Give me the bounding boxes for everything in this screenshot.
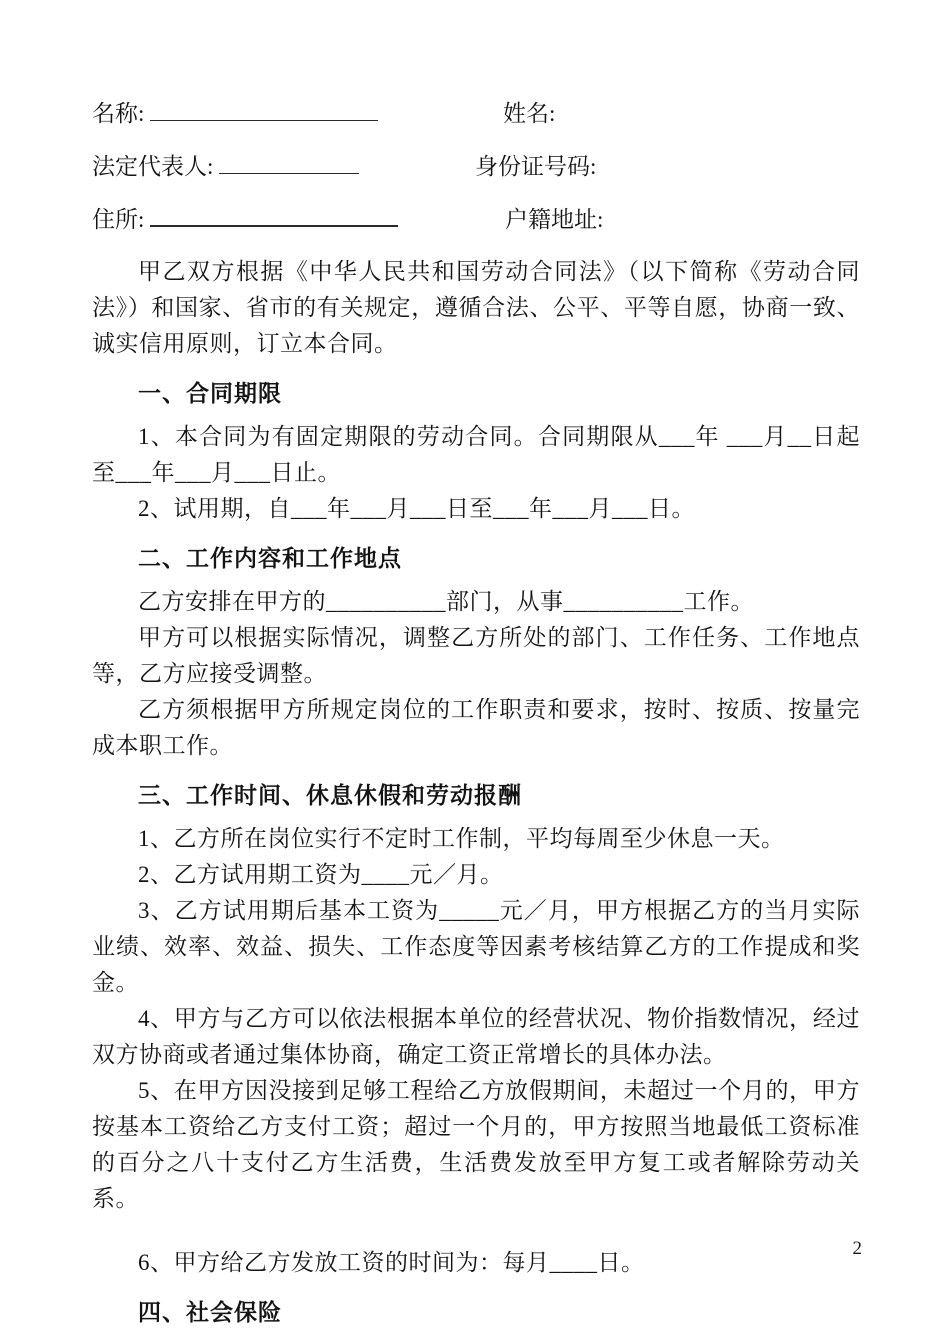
paragraph-contract-term-2: 2、试用期，自___年___月___日至___年___月___日。 <box>138 496 695 521</box>
company-name-label: 名称: <box>92 101 145 126</box>
employee-name-label: 姓名: <box>503 101 556 126</box>
intro-paragraph: 甲乙双方根据《中华人民共和国劳动合同法》（以下简称《劳动合同法》）和国家、省市的有关规定，遵循合法、公平、平等自愿，协商一致、诚实信用原则，订立本合同。 <box>92 259 860 356</box>
paragraph-pay-1: 1、乙方所在岗位实行不定时工作制，平均每周至少休息一天。 <box>138 826 785 851</box>
blank-line-gap <box>92 1217 860 1245</box>
address-label: 住所: <box>92 207 145 232</box>
company-name-blank-line <box>150 96 378 121</box>
section-heading-job-content: 二、工作内容和工作地点 <box>138 546 402 571</box>
id-number-label: 身份证号码: <box>475 154 597 179</box>
paragraph-pay-2: 2、乙方试用期工资为____元／月。 <box>138 862 504 887</box>
field-row-company-name <box>92 95 860 126</box>
field-row-legal-representative <box>92 148 860 179</box>
section-heading-working-hours-pay: 三、工作时间、休息休假和劳动报酬 <box>138 783 522 808</box>
paragraph-contract-term-1: 1、本合同为有固定期限的劳动合同。合同期限从___年 ___月__日起至___年___月___日止。 <box>92 424 860 485</box>
legal-representative-label: 法定代表人: <box>92 154 214 179</box>
paragraph-job-content-2: 甲方可以根据实际情况，调整乙方所处的部门、工作任务、工作地点等，乙方应接受调整。 <box>92 625 860 686</box>
section-heading-contract-term: 一、合同期限 <box>138 381 282 406</box>
paragraph-pay-6: 6、甲方给乙方发放工资的时间为：每月____日。 <box>138 1250 645 1275</box>
section-heading-social-insurance: 四、社会保险 <box>138 1300 282 1325</box>
page-number: 2 <box>852 1238 862 1259</box>
paragraph-pay-4: 4、甲方与乙方可以依法根据本单位的经营状况、物价指数情况，经过双方协商或者通过集体协商，确定工资正常增长的具体办法。 <box>92 1006 860 1067</box>
field-row-address <box>92 201 860 232</box>
legal-representative-blank-line <box>219 149 359 174</box>
address-blank-line <box>150 201 398 227</box>
paragraph-pay-3: 3、乙方试用期后基本工资为_____元／月，甲方根据乙方的当月实际业绩、效率、效益、损失、工作态度等因素考核结算乙方的工作提成和奖金。 <box>92 898 860 995</box>
registered-address-label: 户籍地址: <box>505 207 604 232</box>
paragraph-job-content-1: 乙方安排在甲方的__________部门，从事__________工作。 <box>138 589 754 614</box>
paragraph-pay-5: 5、在甲方因没接到足够工程给乙方放假期间，未超过一个月的，甲方按基本工资给乙方支付工资；超过一个月的，甲方按照当地最低工资标准的百分之八十支付乙方生活费，生活费发放至甲方复工或者解除劳动关系。 <box>92 1078 860 1211</box>
paragraph-job-content-3: 乙方须根据甲方所规定岗位的工作职责和要求，按时、按质、按量完成本职工作。 <box>92 697 860 758</box>
